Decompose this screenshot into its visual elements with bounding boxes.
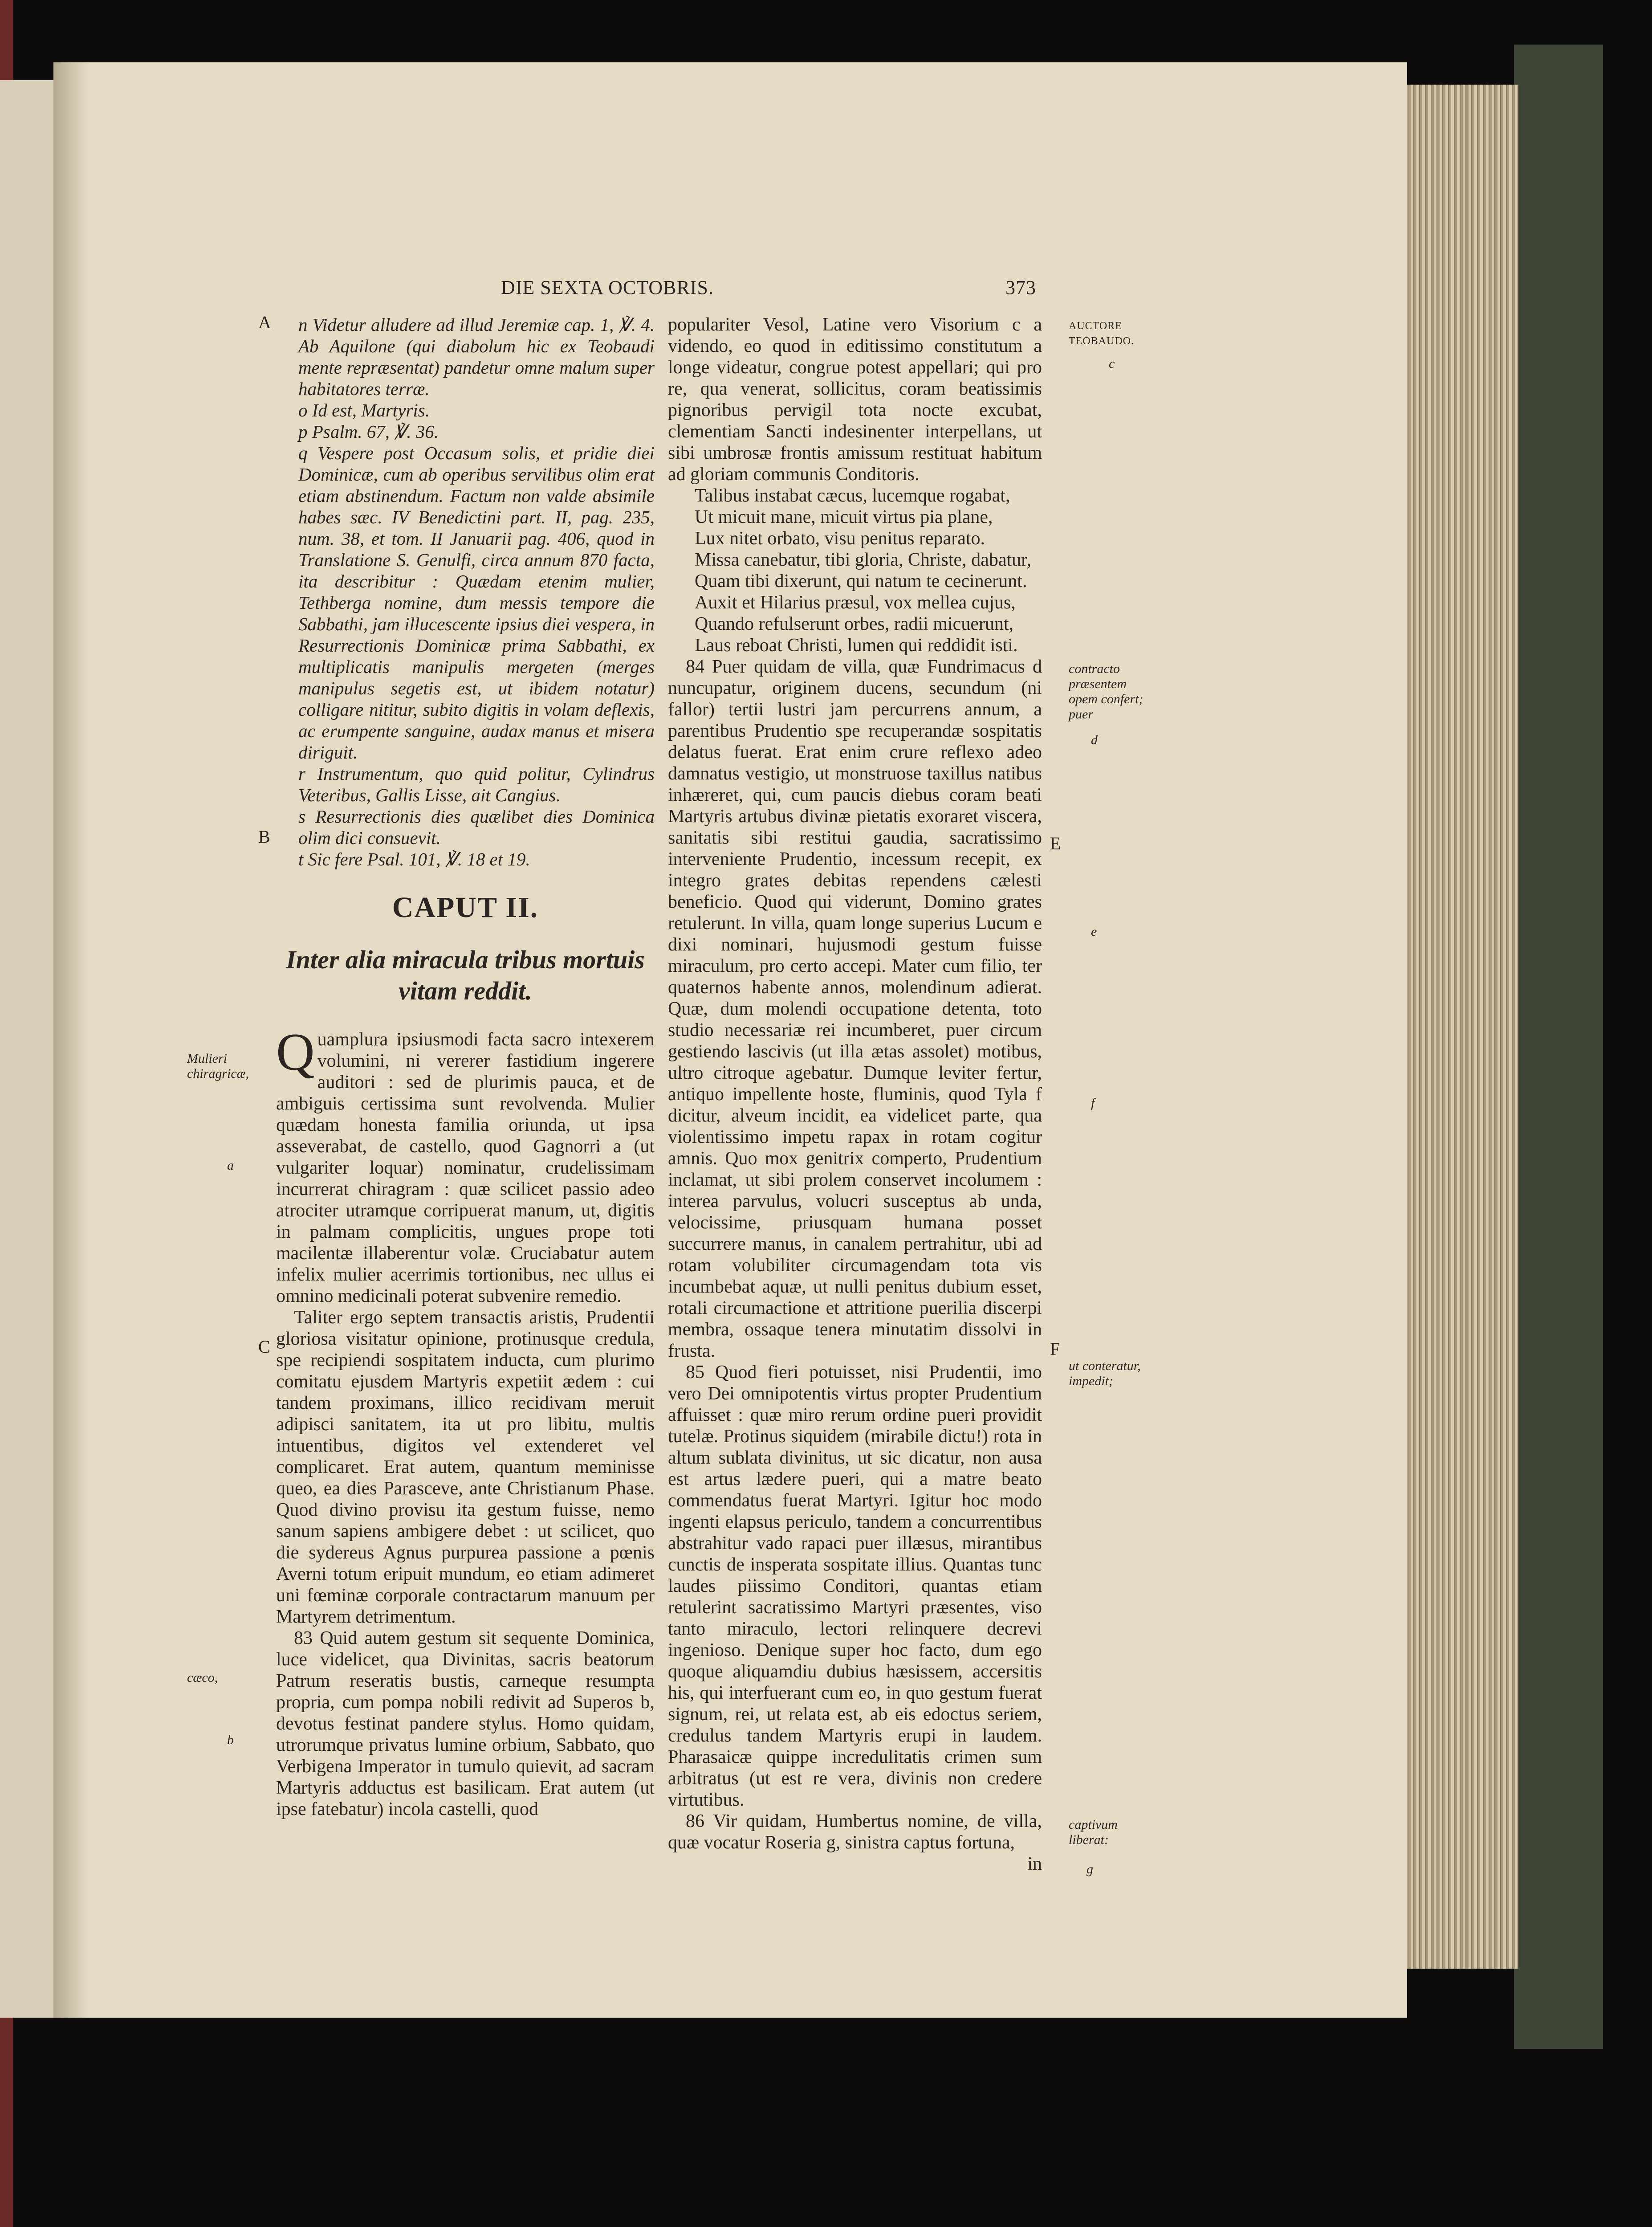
drop-cap: Q	[276, 1022, 315, 1081]
page-block-edges	[1403, 85, 1518, 1969]
gutter-shadow	[53, 62, 89, 2018]
section-letter-b: B	[258, 827, 270, 847]
verse-line: Laus reboat Christi, lumen qui reddidit isti.	[695, 635, 1018, 656]
margin-note-captivum: captivum liberat:	[1069, 1817, 1118, 1847]
footnote-s: s Resurrectionis dies quælibet dies Dominica olim dici consuevit.	[298, 806, 655, 848]
book-cover-right	[1514, 45, 1603, 2049]
margin-letter-e: e	[1091, 924, 1097, 939]
verse-line: Lux nitet orbato, visu penitus reparato.	[695, 528, 985, 549]
facing-page-edge	[0, 80, 53, 2018]
running-title: DIE SEXTA OCTOBRIS.	[501, 277, 714, 298]
margin-note-auctore: AUCTORE TEOBAUDO.	[1069, 320, 1134, 347]
section-letter-f: F	[1050, 1339, 1060, 1359]
section-letter-c: C	[258, 1337, 270, 1357]
catchword: in	[1027, 1854, 1042, 1874]
margin-letter-c: c	[1109, 356, 1115, 371]
paragraph-86: 86 Vir quidam, Humbertus nomine, de villa, quæ vocatur Roseria g, sinistra captus fortuna,	[668, 1811, 1042, 1853]
paragraph-82	[276, 1022, 655, 1307]
paragraph-85: 85 Quod fieri potuisset, nisi Prudentii, imo vero Dei omnipotentis virtus propter Prudentium affuisset : quæ miro rerum ordine pueri providit tutelæ. Protinus siquidem (mirabile dictu!) rota in altum sublata divinitus, ut sic dicatur, non ausa est artus lædere pueri, qui a matre beato commendatus fuerat Martyri. Igitur hoc modo ingenti elapsus periculo, tandem a concurrentibus abstrahitur vado rapaci puer illæsus, mirantibus cunctis de insperata sospitate illius. Quantas tunc laudes piissimo Conditori, quantas etiam retulerint sacratissimo Martyri præsentes, viso tanto miraculo, lectori relinquere decrevi ingenioso. Denique super hoc facto, dum ego quoque aliquamdiu dubius hæsissem, accersitis his, qui interfuerant cum eo, in quo gestum fuerat signum, rei, ut relata est, ab eis edoctus seriem, credulus tandem Martyris erupi in laudem. Pharasaicæ quippe incredulitatis crimen sum arbitratus (ut est re vera, divinis non credere virtutibus.	[668, 1362, 1042, 1810]
paragraph-82-text: uamplura ipsiusmodi facta sacro intexerem volumini, ni vererer fastidium ingerere auditori : sed de plurimis pauca, et de ambiguis certissima sunt revolvenda. Mulier quædam honesta familia oriunda, ut ipsa asseverabat, de castello, quod Gagnorri a (ut vulgariter loquar) nominatur, crudelissimam incurrerat chiragram : quæ scilicet passio adeo atrociter utramque corripuerat manum, ut, digitis in palmam complicitis, ungues prope toti macilentæ illaberentur volæ. Cruciabatur autem infelix mulier acerrimis tortionibus, nec ullus ei omnino medicinali poterat subvenire remedio.	[276, 1029, 655, 1306]
verse-line: Auxit et Hilarius præsul, vox mellea cujus,	[695, 592, 1016, 613]
verse-line: Quando refulserunt orbes, radii micuerunt,	[695, 614, 1014, 634]
chapter-subtitle: Inter alia miracula tribus mortuis vitam reddit.	[286, 945, 645, 1005]
margin-note-caeco: cæco,	[187, 1670, 218, 1685]
margin-note-contracto: contracto præsentem opem confert; puer	[1069, 661, 1143, 722]
footnotes	[276, 314, 655, 870]
paragraph-82b: Taliter ergo septem transactis aristis, Prudentii gloriosa visitatur opinione, protinusque credula, spe recipiendi sospitatem inducta, cum plurimo comitatu ejusdem Martyris expetiit ædem : cui tandem proximans, illico recidivam meruit adipisci sanitatem, ita ut pro libitu, multis intuentibus, digitos vel extenderet vel complicaret. Erat autem, quantum meminisse queo, ea dies Parasceve, ante Christianum Phase. Quod divino provisu ita gestum fuisse, nemo sanum sapiens ambigere debet : ut scilicet, quo die sydereus Agnus purpurea passione a pœnis Averni totum eripuit mundum, eo etiam adimeret uni fœminæ corporale contractarum manuum per Martyrem detrimentum.	[276, 1307, 655, 1627]
paragraph-84: 84 Puer quidam de villa, quæ Fundrimacus d nuncupatur, originem ducens, secundum (ni fallor) tertii lustri jam percurrens annum, a parentibus Prudentio spe recuperandæ sospitatis delatus fuerat. Erat enim crure reflexo adeo damnatus vestigio, ut monstruose taxillus natibus inhæreret, qui, cum paucis diebus coram beati Martyris artubus divinæ pietatis exoraret viscera, sanitatis sibi restitui gaudia, sacratissimo interveniente Prudentio, incessum recepit, ex integro grates debitas rependens cælesti beneficio. Quod qui viderunt, Domino grates retulerunt. In villa, quam longe superius Lucum e dixi nominari, hujusmodi gestum fuisse miraculum, pro certo accepi. Mater cum filio, ter quaternos habente annos, molendinum adierat. Quæ, dum molendi occupatione detenta, toto studio necessariæ rei incumberet, puer circum gestiendo lascivis (ut illa ætas assolet) motibus, ultro citroque agebatur. Dumque leviter fertur, antiquo impellente hoste, fluminis, quod Tyla f dicitur, alveum incidit, ea videlicet parte, qua violentissimo impetu rapax in rotam cogitur amnis. Quo mox genitrix comperto, Prudentium inclamat, ut sibi prolem conservet incolumem : interea parvulus, volucri susceptus ab unda, velocissime, priusquam humana posset succurrere manus, in canalem pertrahitur, ubi ad rotam volubiliter circumagendam tota vis incumbebat aquæ, ut nulli penitus dubium esset, rotali circumactione et attritione puerilia discerpi membra, ossaque tenera minutatim dissolvi in frusta.	[668, 657, 1042, 1361]
paragraph-continued: populariter Vesol, Latine vero Visorium c a videndo, eo quod in editissimo constitutum a longe videatur, congrue potest appellari; qui pro re, qua venerat, sollicitus, coram beatissimis pignoribus pervigil tota nocte excubat, clementiam Sancti indesinenter interpellans, ut sibi umbrosæ frontis amissum restituat habitum ad gloriam communis Conditoris.	[668, 314, 1042, 485]
section-letter-a: A	[258, 312, 271, 332]
verse-line: Talibus instabat cæcus, lucemque rogabat,	[695, 485, 1010, 506]
chapter-title: CAPUT II.	[392, 891, 539, 924]
margin-letter-b: b	[227, 1733, 234, 1747]
footnote-p: p Psalm. 67, ℣. 36.	[298, 421, 439, 442]
margin-note-conteratur: ut conteratur, impedit;	[1069, 1358, 1141, 1388]
margin-letter-g: g	[1086, 1862, 1093, 1876]
verse-line: Ut micuit mane, micuit virtus pia plane,	[695, 507, 993, 527]
verse-line: Quam tibi dixerunt, qui natum te cecinerunt.	[695, 571, 1027, 591]
margin-letter-d: d	[1091, 733, 1098, 747]
left-column-body	[276, 1022, 655, 1820]
page-number: 373	[1005, 277, 1036, 298]
margin-note-mulieri: Mulieri chiragricæ,	[187, 1051, 249, 1081]
right-column-body	[668, 314, 1042, 1875]
paragraph-83: 83 Quid autem gestum sit sequente Dominica, luce videlicet, qua Divinitas, sacris beatorum Patrum reseratis bustis, carneque resumpta propria, cum pompa nobili redivit ad Superos b, devotus festinat pandere stylus. Homo quidam, utrorumque privatus lumine orbium, Sabbato, quo Verbigena Imperator in tumulo quievit, ad sacram Martyris adductus est basilicam. Erat autem (ut ipse fatebatur) incola castelli, quod	[276, 1628, 655, 1819]
footnote-n: n Videtur alludere ad illud Jeremiæ cap. 1, ℣. 4. Ab Aquilone (qui diabolum hic ex Teobaudi mente repræsentat) pandetur omne malum super habitatores terræ.	[298, 314, 655, 399]
footnote-q: q Vespere post Occasum solis, et pridie diei Dominicæ, cum ab operibus servilibus olim erat etiam abstinendum. Factum non valde absimile habes sæc. IV Benedictini part. II, pag. 235, num. 38, et tom. II Januarii pag. 406, quod in Translatione S. Genulfi, circa annum 870 facta, ita describitur : Quædam etenim mulier, Tethberga nomine, dum messis tempore die Sabbathi, jam illucescente ipsius diei vespera, in Resurrectionis Dominicæ prima Sabbathi, ex multiplicatis manipulis mergeten (merges manipulus segetis est, ut ibidem notatur) colligare nititur, subito digitis in volam deflexis, ac erumpente sanguine, audax manus et misera diriguit.	[298, 443, 655, 763]
footnote-r: r Instrumentum, quo quid politur, Cylindrus Veteribus, Gallis Lisse, ait Cangius.	[298, 763, 655, 805]
margin-letter-f: f	[1091, 1096, 1095, 1110]
margin-letter-a: a	[227, 1158, 234, 1173]
section-letter-e: E	[1050, 833, 1061, 853]
footnote-o: o Id est, Martyris.	[298, 400, 430, 420]
verse-line: Missa canebatur, tibi gloria, Christe, dabatur,	[695, 550, 1031, 570]
footnote-t: t Sic fere Psal. 101, ℣. 18 et 19.	[298, 849, 530, 869]
